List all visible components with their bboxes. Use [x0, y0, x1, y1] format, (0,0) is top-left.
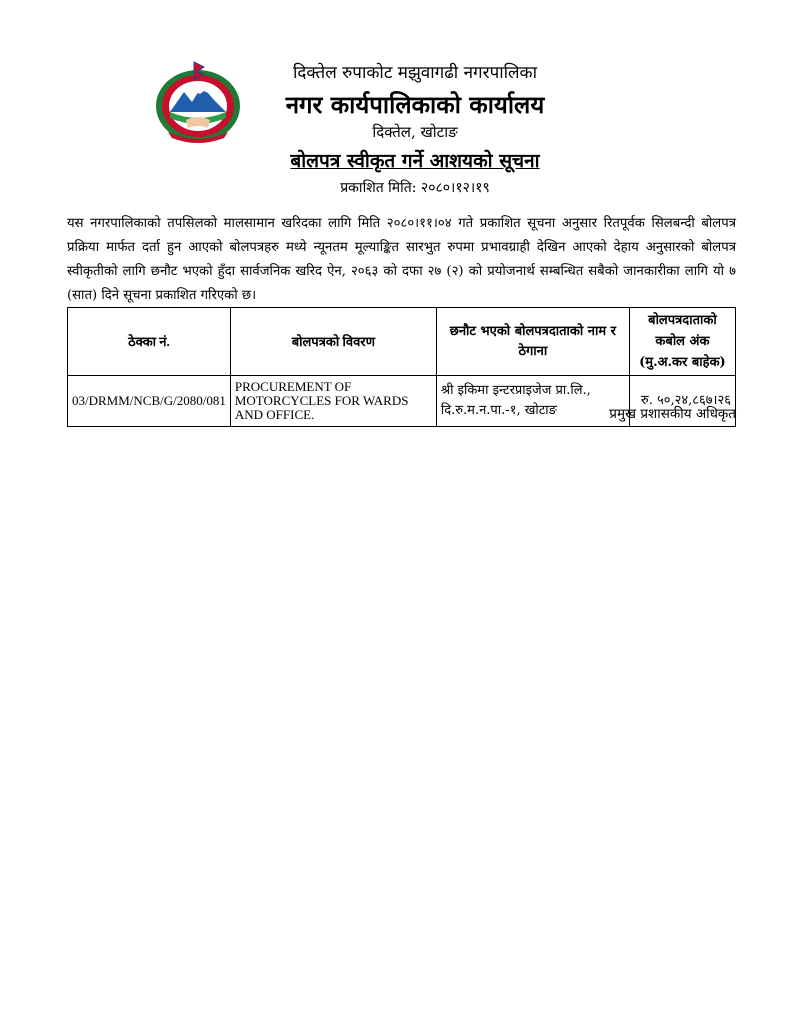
- office-name: नगर कार्यपालिकाको कार्यालय: [285, 90, 545, 119]
- signatory-title: प्रमुख प्रशासकीय अधिकृत: [609, 406, 736, 422]
- municipality-name: दिक्तेल रुपाकोट मझुवागढी नगरपालिका: [292, 63, 538, 83]
- header-amount: बोलपत्रदाताको कबोल अंक (मु.अ.कर बाहेक): [629, 308, 735, 376]
- cell-contract-no: 03/DRMM/NCB/G/2080/081: [68, 376, 231, 427]
- table-header-row: [68, 308, 736, 376]
- cell-bidder: श्री इकिमा इन्टरप्राइजेज प्रा.लि., दि.रु.म.न.पा.-१, खोटाङ: [436, 376, 629, 427]
- nepal-government-emblem-icon: [150, 58, 246, 146]
- office-address: दिक्तेल, खोटाङ: [372, 123, 458, 141]
- header-contract-no: ठेक्का नं.: [68, 308, 231, 376]
- header-description: बोलपत्रको विवरण: [230, 308, 436, 376]
- notice-title-text: बोलपत्र स्वीकृत गर्ने आशयको सूचना: [290, 150, 540, 172]
- notice-body: यस नगरपालिकाको तपसिलको मालसामान खरिदका लागि मिति २०८०।११।०४ गते प्रकाशित सूचना अनुसार रितपूर्वक सिलबन्दी बोलपत्र प्रक्रिया मार्फत दर्ता हुन आएको बोलपत्रहरु मध्ये न्यूनतम मूल्याङ्कित सारभुत रुपमा प्रभावग्राही देखिन आएको देहाय अनुसारको बोलपत्र स्वीकृतीको लागि छनौट भएको हुँदा सार्वजनिक खरिद ऐन, २०६३ को दफा २७ (२) को प्रयोजनार्थ सम्बन्धित सबैको जानकारीका लागि यो ७ (सात) दिने सूचना प्रकाशित गरिएको छ।: [67, 216, 736, 303]
- published-date: प्रकाशित मिति: २०८०।१२।१९: [340, 180, 490, 196]
- cell-amount: रु. ५०,२४,८६७।२६: [629, 376, 735, 427]
- cell-description: PROCUREMENT OF MOTORCYCLES FOR WARDS AND OFFICE.: [230, 376, 436, 427]
- header-bidder: छनौट भएको बोलपत्रदाताको नाम र ठेगाना: [436, 308, 629, 376]
- notice-title: [250, 147, 580, 173]
